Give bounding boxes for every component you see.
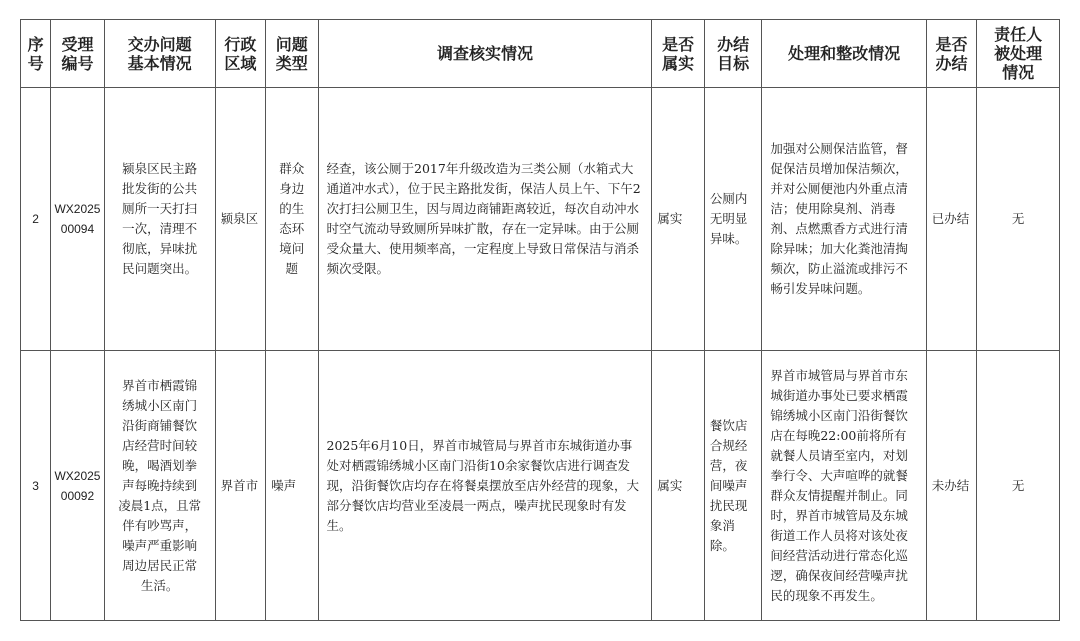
cell-acceptance-no: WX202500092 <box>51 351 104 621</box>
cell-seq: 2 <box>21 88 51 351</box>
header-rectification: 处理和整改情况 <box>762 20 926 88</box>
report-table-container <box>20 19 1060 621</box>
header-seq: 序号 <box>21 20 51 88</box>
cell-rectification: 加强对公厕保洁监管，督促保洁员增加保洁频次，并对公厕便池内外重点清洁；使用除臭剂、消毒剂、点燃熏香方式进行清除异味；加大化粪池清掏频次，防止溢流或排污不畅引发异味问题。 <box>762 88 926 351</box>
report-table <box>20 19 1060 621</box>
cell-verified: 属实 <box>652 88 704 351</box>
table-row <box>21 88 1060 351</box>
cell-acceptance-no: WX202500094 <box>51 88 104 351</box>
cell-goal: 餐饮店合规经营，夜间噪声扰民现象消除。 <box>704 351 761 621</box>
header-issue-summary: 交办问题基本情况 <box>104 20 215 88</box>
cell-completed: 已办结 <box>926 88 976 351</box>
cell-accountability: 无 <box>977 88 1060 351</box>
header-goal: 办结目标 <box>704 20 761 88</box>
cell-issue-type: 群众身边的生态环境问题 <box>266 88 318 351</box>
cell-district: 界首市 <box>215 351 265 621</box>
cell-investigation: 经查，该公厕于2017年升级改造为三类公厕（水箱式大通道冲水式），位于民主路批发街，保洁人员上午、下午2次打扫公厕卫生，因与周边商铺距离较近，每次自动冲水时空气流动导致厕所异味扩散，存在一定异味。由于公厕受众量大、使用频率高，一定程度上导致日常保洁与消杀频次受限。 <box>318 88 652 351</box>
header-acceptance-no: 受理编号 <box>51 20 104 88</box>
cell-goal: 公厕内无明显异味。 <box>704 88 761 351</box>
cell-issue-type: 噪声 <box>266 351 318 621</box>
cell-rectification: 界首市城管局与界首市东城街道办事处已要求栖霞锦绣城小区南门沿街餐饮店在每晚22:00前将所有就餐人员请至室内，对划拳行令、大声喧哗的就餐群众友情提醒并制止。同时，界首市城管局及东城街道工作人员将对该处夜间经营活动进行常态化巡逻，确保夜间经营噪声扰民的现象不再发生。 <box>762 351 926 621</box>
table-row <box>21 351 1060 621</box>
header-district: 行政区域 <box>215 20 265 88</box>
header-investigation: 调查核实情况 <box>318 20 652 88</box>
cell-issue-summary: 颍泉区民主路批发街的公共厕所一天打扫一次，清理不彻底，异味扰民问题突出。 <box>104 88 215 351</box>
cell-district: 颍泉区 <box>215 88 265 351</box>
header-completed: 是否办结 <box>926 20 976 88</box>
cell-completed: 未办结 <box>926 351 976 621</box>
header-verified: 是否属实 <box>652 20 704 88</box>
header-row <box>21 20 1060 88</box>
header-issue-type: 问题类型 <box>266 20 318 88</box>
cell-seq: 3 <box>21 351 51 621</box>
cell-verified: 属实 <box>652 351 704 621</box>
header-accountability: 责任人被处理情况 <box>977 20 1060 88</box>
cell-investigation: 2025年6月10日，界首市城管局与界首市东城街道办事处对栖霞锦绣城小区南门沿街10余家餐饮店进行调查发现，沿街餐饮店均存在将餐桌摆放至店外经营的现象，大部分餐饮店均营业至凌晨一两点，噪声扰民现象时有发生。 <box>318 351 652 621</box>
cell-issue-summary: 界首市栖霞锦绣城小区南门沿街商铺餐饮店经营时间较晚，喝酒划拳声每晚持续到凌晨1点，且常伴有吵骂声，噪声严重影响周边居民正常生活。 <box>104 351 215 621</box>
cell-accountability: 无 <box>977 351 1060 621</box>
